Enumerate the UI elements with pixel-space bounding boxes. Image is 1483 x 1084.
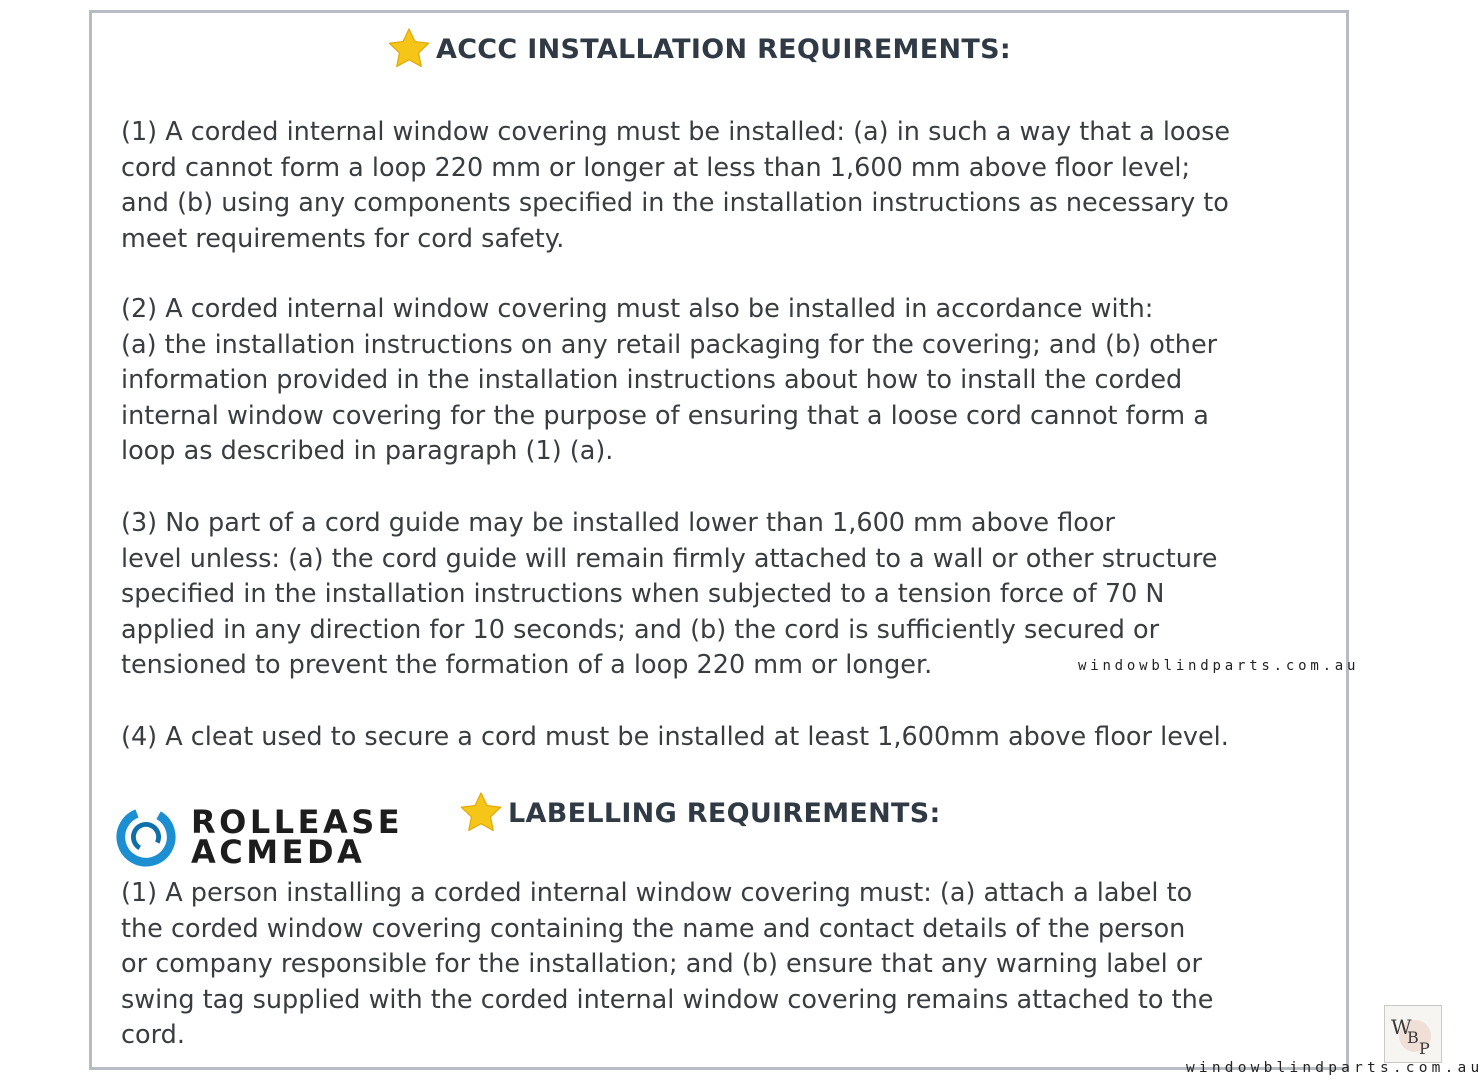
accc-paragraph-4: (4) A cleat used to secure a cord must be installed at least 1,600mm above floor level. — [121, 722, 1229, 752]
labelling-heading-text: LABELLING REQUIREMENTS: — [508, 797, 941, 829]
svg-text:W: W — [1391, 1015, 1412, 1039]
accc-paragraph-1: (1) A corded internal window covering must be installed: (a) in such a way that a loose cord cannot form a loop 220 mm or longer at less than 1,600 mm above floor level; and (b) using any components specified in the installation instructions as necessary to meet requirements for cord safety. — [121, 117, 1231, 254]
star-icon — [386, 26, 432, 72]
labelling-paragraph-1: (1) A person installing a corded internal window covering must: (a) attach a label to the corded window covering containing the name and contact details of the person or company responsible for the installation; and (b) ensure that any warning label or swing tag supplied with the corded internal window covering remains attached to the cord. — [121, 878, 1214, 1050]
rollease-acmeda-logo-icon — [115, 806, 177, 868]
brand-wordmark — [191, 803, 404, 871]
svg-text:B: B — [1407, 1028, 1419, 1047]
accc-paragraph-3: (3) No part of a cord guide may be installed lower than 1,600 mm above floor level unless: (a) the cord guide will remain firmly attached to a wall or other structure specified in the installation instructions when subjected to a tension force of 70 N applied in any direction for 10 seconds; and (b) the cord is sufficiently secured or tensioned to prevent the formation of a loop 220 mm or longer. — [121, 508, 1218, 680]
wbp-badge-icon — [1384, 1005, 1442, 1063]
star-icon — [458, 790, 504, 836]
watermark-bottom: windowblindparts.com.au — [1186, 1060, 1483, 1076]
svg-text:P: P — [1419, 1039, 1430, 1058]
brand-line-2: ACMEDA — [191, 833, 366, 871]
watermark-inline: windowblindparts.com.au — [1078, 658, 1360, 674]
labelling-heading — [458, 790, 941, 836]
accc-paragraph-2: (2) A corded internal window covering must also be installed in accordance with: (a) the installation instructions on any retail packaging for the covering; and (b) other information provided in the installation instructions about how to install the corded internal window covering for the purpose of ensuring that a loose cord cannot form a loop as described in paragraph (1) (a). — [121, 294, 1218, 466]
rollease-acmeda-brand — [115, 803, 404, 871]
brand-line-1: ROLLEASE — [191, 803, 404, 841]
wbp-monogram — [1385, 1006, 1441, 1062]
accc-heading — [386, 26, 1011, 72]
accc-heading-text: ACCC INSTALLATION REQUIREMENTS: — [436, 33, 1011, 65]
